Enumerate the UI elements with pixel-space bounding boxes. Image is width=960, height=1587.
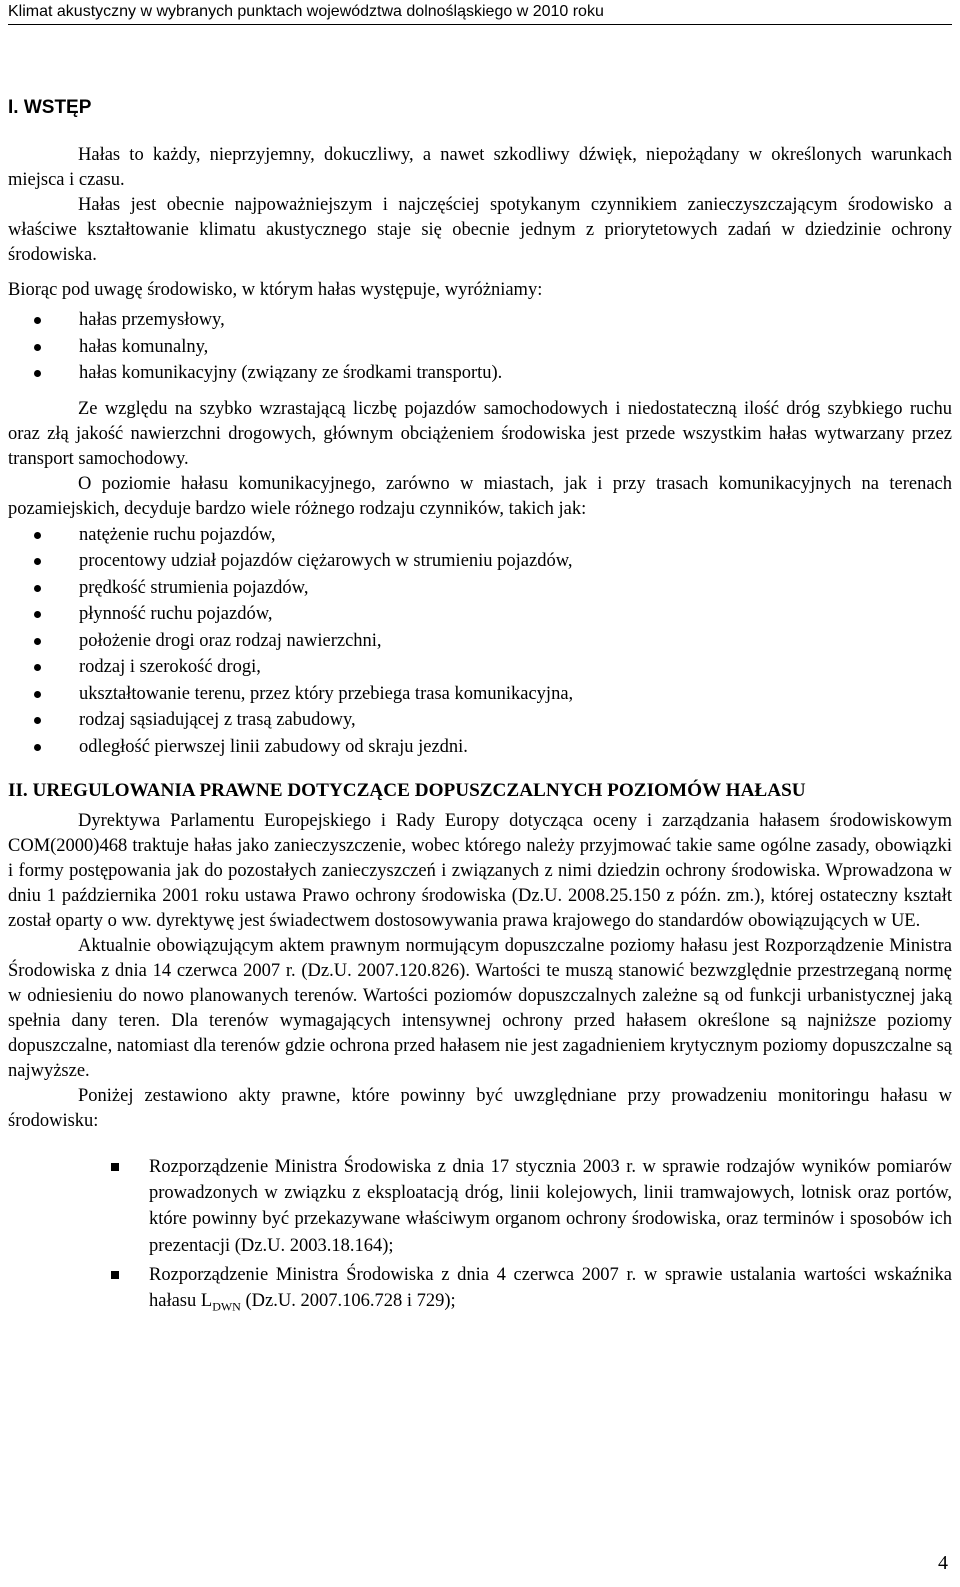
list-item: hałas komunalny, xyxy=(8,334,952,361)
list-item: płynność ruchu pojazdów, xyxy=(8,601,952,628)
section-heading-regulations: II. UREGULOWANIA PRAWNE DOTYCZĄCE DOPUSZCZALNYCH POZIOMÓW HAŁASU xyxy=(8,780,806,801)
list-item: hałas przemysłowy, xyxy=(8,307,952,334)
page-number: 4 xyxy=(938,1552,948,1574)
intro-paragraph-4: Ze względu na szybko wzrastającą liczbę pojazdów samochodowych i niedostateczną ilość dróg szybkiego ruchu oraz złą jakość nawierzchni drogowych, głównym obciążeniem środowiska jest przede wszystkim hałas wytwarzany przez transport samochodowy. xyxy=(8,398,952,469)
regulations-paragraph-3: Poniżej zestawiono akty prawne, które powinny być uwzględniane przy prowadzeniu monitoringu hałasu w środowisku: xyxy=(8,1086,952,1131)
intro-paragraph-5: O poziomie hałasu komunikacyjnego, zarówno w miastach, jak i przy trasach komunikacyjnych na terenach pozamiejskich, decyduje bardzo wiele różnego rodzaju czynników, takich jak: xyxy=(8,473,952,519)
list-item: prędkość strumienia pojazdów, xyxy=(8,575,952,602)
regulations-paragraph-1: Dyrektywa Parlamentu Europejskiego i Rady Europy dotycząca oceny i zarządzania hałasem środowiskowym COM(2000)468 traktuje hałas jako zanieczyszczenie, wobec którego należy przyjmować takie same ogólne zasady, obowiązki i formy postępowania jak do pozostałych zanieczyszczeń i związanych z nimi dziedzin ochrony środowiska. Wprowadzona w dniu 1 października 2001 roku ustawa Prawo ochrony środowiska (Dz.U. 2008.25.150 z późn. zm.), której ostateczny kształt został oparty o ww. dyrektywę jest świadectwem dostosowywania prawa krajowego do standardów obowiązujących w UE. xyxy=(8,811,952,931)
list-item: odległość pierwszej linii zabudowy od skraju jezdni. xyxy=(8,734,952,761)
noise-types-list xyxy=(8,307,952,387)
list-item: Rozporządzenie Ministra Środowiska z dnia 17 stycznia 2003 r. w sprawie rodzajów wyników pomiarów prowadzonych w związku z eksploatacją dróg, linii kolejowych, linii tramwajowych, lotnisk oraz portów, które powinny być przekazywane właściwym organom ochrony środowiska, oraz terminów i sposobów ich prezentacji (Dz.U. 2003.18.164); xyxy=(8,1154,952,1259)
list-item: natężenie ruchu pojazdów, xyxy=(8,522,952,549)
list-item xyxy=(8,1262,952,1320)
list-item: ukształtowanie terenu, przez który przebiega trasa komunikacyjna, xyxy=(8,681,952,708)
section-heading-intro: I. WSTĘP xyxy=(8,97,92,118)
act-text: (Dz.U. 2007.106.728 i 729); xyxy=(240,1291,456,1312)
intro-paragraph-3: Biorąc pod uwagę środowisko, w którym hałas występuje, wyróżniamy: xyxy=(8,280,543,300)
list-item: rodzaj sąsiadującej z trasą zabudowy, xyxy=(8,707,952,734)
intro-paragraph-2: Hałas jest obecnie najpoważniejszym i najczęściej spotykanym czynnikiem zanieczyszczającym środowisko a właściwe kształtowanie klimatu akustycznego staje się obecnie jednym z priorytetowych zadań w dziedzinie ochrony środowiska. xyxy=(8,195,952,265)
list-item: rodzaj i szerokość drogi, xyxy=(8,654,952,681)
index-subscript: DWN xyxy=(212,1299,241,1314)
list-item: procentowy udział pojazdów ciężarowych w strumieniu pojazdów, xyxy=(8,548,952,575)
legal-acts-list xyxy=(8,1154,952,1320)
running-header: Klimat akustyczny w wybranych punktach województwa dolnośląskiego w 2010 roku xyxy=(8,2,952,25)
intro-paragraph-1: Hałas to każdy, nieprzyjemny, dokuczliwy, a nawet szkodliwy dźwięk, niepożądany w określonych warunkach miejsca i czasu. xyxy=(8,145,952,190)
page-content xyxy=(8,96,952,1323)
noise-factors-list xyxy=(8,522,952,761)
regulations-paragraph-2: Aktualnie obowiązującym aktem prawnym normującym dopuszczalne poziomy hałasu jest Rozporządzenie Ministra Środowiska z dnia 14 czerwca 2007 r. (Dz.U. 2007.120.826). Wartości te muszą stanowić bezwzględnie przestrzeganą normę w odniesieniu do nowo planowanych terenów. Wartości poziomów dopuszczalnych zależne są od funkcji urbanistycznej jaką spełnia dany teren. Dla terenów wymagających intensywnej ochrony przed hałasem określone są najniższe poziomy dopuszczalne, natomiast dla terenów gdzie ochrona przed hałasem nie jest zagadnieniem krytycznym poziomy dopuszczalne są najwyższe. xyxy=(8,936,952,1081)
list-item: hałas komunikacyjny (związany ze środkami transportu). xyxy=(8,360,952,387)
act-text: Rozporządzenie Ministra Środowiska z dnia 4 czerwca 2007 r. w sprawie ustalania wartości wskaźnika hałasu L xyxy=(149,1264,952,1312)
list-item: położenie drogi oraz rodzaj nawierzchni, xyxy=(8,628,952,655)
